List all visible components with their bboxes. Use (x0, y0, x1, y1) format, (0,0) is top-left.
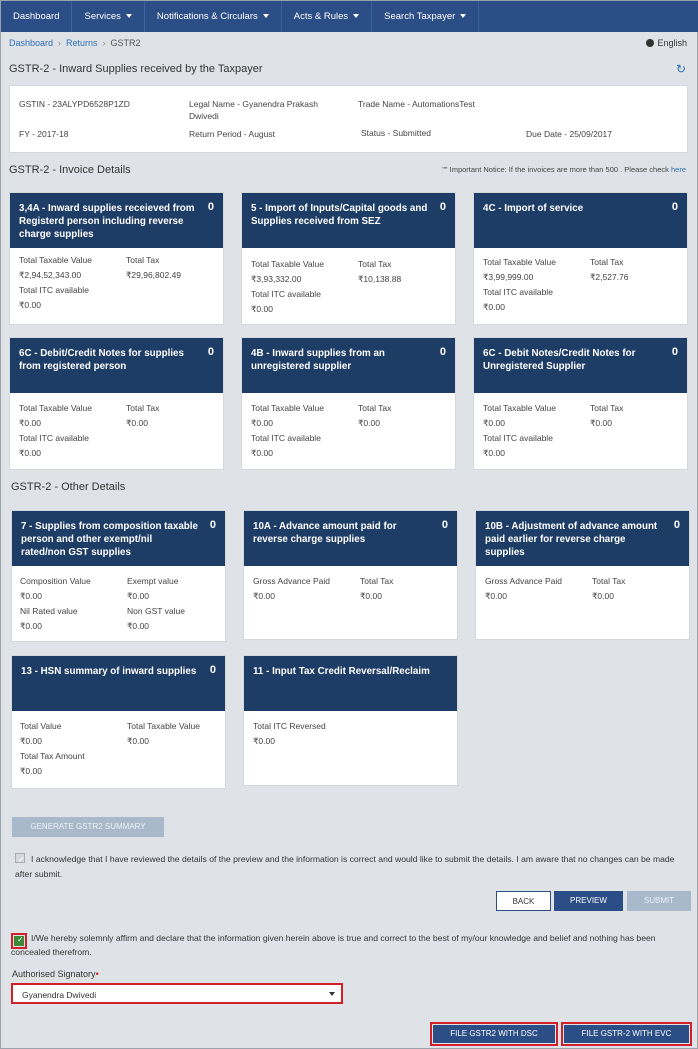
field-value: ₹0.00 (251, 418, 273, 428)
chevron-down-icon (126, 14, 132, 18)
card-title: 7 - Supplies from composition taxable person and other exempt/nil rated/non GST supplies (21, 521, 198, 558)
breadcrumb-separator: › (58, 38, 62, 48)
field-label: Total Taxable Value (127, 721, 200, 731)
nav-notifications-label: Notifications & Circulars (156, 11, 258, 22)
language-selector[interactable] (646, 38, 687, 48)
breadcrumb (9, 38, 141, 48)
generate-summary-button[interactable]: GENERATE GSTR2 SUMMARY (12, 817, 164, 837)
card-header[interactable] (242, 193, 455, 248)
card-count: 0 (209, 519, 216, 531)
field-label: Total Tax (590, 257, 624, 267)
field-value: ₹0.00 (483, 302, 505, 312)
field-value: ₹0.00 (483, 418, 505, 428)
field-label: Nil Rated value (20, 606, 78, 616)
field-label: Composition Value (20, 576, 91, 586)
chevron-down-icon (460, 14, 466, 18)
field-label: Total ITC available (19, 285, 89, 295)
field-label: Total Tax (360, 576, 394, 586)
card-title: 5 - Import of Inputs/Capital goods and Supplies received from SEZ (251, 203, 428, 227)
field-label: Total Tax (126, 255, 160, 265)
card-4b (241, 337, 456, 470)
breadcrumb-separator: › (102, 38, 106, 48)
financial-year: FY - 2017-18 (19, 129, 69, 139)
card-title: 6C - Debit/Credit Notes for supplies from registered person (19, 348, 184, 372)
card-count: 0 (439, 201, 446, 213)
field-label: Total Tax (358, 403, 392, 413)
check-icon: ✓ (17, 935, 24, 944)
card-count: 0 (671, 201, 678, 213)
field-label: Exempt value (127, 576, 179, 586)
field-value: ₹3,99,999.00 (483, 272, 534, 282)
nav-search-label: Search Taxpayer (384, 11, 456, 22)
nav-acts-rules[interactable] (282, 1, 372, 32)
card-10a (243, 510, 458, 640)
file-with-evc-button[interactable]: FILE GSTR-2 WITH EVC (564, 1025, 689, 1043)
gstin: GSTIN - 23ALYPD6528P1ZD (19, 99, 130, 109)
field-label: Non GST value (127, 606, 185, 616)
nav-search-taxpayer[interactable] (372, 1, 479, 32)
page-title: GSTR-2 - Inward Supplies received by the Taxpayer (9, 63, 263, 75)
field-value: ₹2,94,52,343.00 (19, 270, 82, 280)
field-value: ₹0.00 (20, 766, 42, 776)
field-value: ₹0.00 (592, 591, 614, 601)
card-header[interactable] (242, 338, 455, 393)
field-label: Total Taxable Value (483, 257, 556, 267)
card-count: 0 (441, 519, 448, 531)
card-13 (11, 655, 226, 789)
card-header[interactable] (12, 656, 225, 711)
taxpayer-info-panel (9, 85, 688, 153)
card-header[interactable] (12, 511, 225, 566)
field-label: Gross Advance Paid (253, 576, 331, 586)
refresh-icon[interactable]: ↻ (675, 62, 686, 76)
field-label: Total Taxable Value (483, 403, 556, 413)
due-date: Due Date - 25/09/2017 (526, 129, 613, 139)
field-label: Total Taxable Value (251, 259, 324, 269)
field-label: Total Tax (592, 576, 626, 586)
card-11 (243, 655, 458, 786)
check-icon: ✓ (18, 855, 25, 864)
field-value: ₹0.00 (485, 591, 507, 601)
field-value: ₹0.00 (360, 591, 382, 601)
acknowledge-text: I acknowledge that I have reviewed the details of the preview and the information is correct and would like to submit the details. I am aware that no changes can be made after submit. (15, 854, 675, 879)
field-label: Total Taxable Value (19, 255, 92, 265)
card-count: 0 (673, 519, 680, 531)
notice-link[interactable]: here (670, 165, 686, 174)
field-label: Total Tax Amount (20, 751, 85, 761)
field-label: Total ITC available (483, 287, 553, 297)
trade-name: Trade Name - AutomationsTest (358, 99, 475, 109)
card-count: 0 (439, 346, 446, 358)
nav-dashboard-label: Dashboard (13, 11, 60, 22)
nav-services[interactable] (72, 1, 144, 32)
preview-button[interactable]: PREVIEW (554, 891, 623, 911)
field-value: ₹0.00 (20, 621, 42, 631)
language-label: English (657, 38, 687, 48)
field-value: ₹0.00 (19, 418, 41, 428)
card-6c-unregistered (473, 337, 688, 470)
field-value: ₹0.00 (590, 418, 612, 428)
nav-acts-label: Acts & Rules (293, 11, 349, 22)
chevron-down-icon (263, 14, 269, 18)
card-title: 3,4A - Inward supplies receieved from Registerd person including reverse charge supplies (19, 203, 195, 240)
status: Status - Submitted (361, 128, 431, 138)
breadcrumb-current: GSTR2 (110, 38, 141, 48)
card-count: 0 (671, 346, 678, 358)
field-value: ₹0.00 (20, 591, 42, 601)
field-value: ₹0.00 (127, 591, 149, 601)
field-label: Total Taxable Value (251, 403, 324, 413)
field-label: Total Taxable Value (19, 403, 92, 413)
signatory-selected: Gyanendra Dwivedi (22, 990, 97, 1000)
invoice-details-title: GSTR-2 - Invoice Details (9, 164, 131, 176)
acknowledge-checkbox[interactable] (15, 853, 25, 863)
field-label: Total ITC available (251, 433, 321, 443)
card-title: 4C - Import of service (483, 203, 584, 214)
field-label: Total Tax (126, 403, 160, 413)
signatory-label-text: Authorised Signatory (12, 969, 96, 979)
card-header[interactable] (244, 656, 457, 711)
field-value: ₹0.00 (126, 418, 148, 428)
card-header[interactable] (474, 193, 687, 248)
card-6c-registered (9, 337, 224, 470)
field-value: ₹29,96,802.49 (126, 270, 182, 280)
legal-name: Legal Name - Gyanendra Prakash Dwivedi (189, 99, 318, 121)
submit-button[interactable]: SUBMIT (627, 891, 691, 911)
field-value: ₹10,138.88 (358, 274, 402, 284)
field-label: Total ITC available (251, 289, 321, 299)
card-title: 10B - Adjustment of advance amount paid earlier for reverse charge supplies (485, 521, 658, 558)
nav-dashboard[interactable] (1, 1, 72, 32)
nav-notifications[interactable] (145, 1, 282, 32)
field-label: Total Tax (590, 403, 624, 413)
card-header[interactable] (474, 338, 687, 393)
breadcrumb-returns[interactable]: Returns (66, 38, 98, 48)
card-5 (241, 192, 456, 325)
field-label: Gross Advance Paid (485, 576, 563, 586)
field-value: ₹0.00 (127, 621, 149, 631)
chevron-down-icon (353, 14, 359, 18)
card-count: 0 (209, 664, 216, 676)
card-3-4a (9, 192, 224, 325)
field-value: ₹0.00 (20, 736, 42, 746)
card-4c (473, 192, 688, 325)
field-label: Total Value (20, 721, 62, 731)
card-header[interactable] (10, 338, 223, 393)
field-value: ₹0.00 (253, 591, 275, 601)
card-header[interactable] (476, 511, 689, 566)
card-7 (11, 510, 226, 642)
field-value: ₹0.00 (19, 300, 41, 310)
card-header[interactable] (244, 511, 457, 566)
acknowledge-row (15, 852, 685, 882)
card-count: 0 (207, 346, 214, 358)
signatory-select[interactable] (11, 983, 343, 1004)
field-value: ₹0.00 (19, 448, 41, 458)
back-button[interactable]: BACK (496, 891, 551, 911)
card-title: 11 - Input Tax Credit Reversal/Reclaim (253, 666, 430, 677)
card-header[interactable] (10, 193, 223, 248)
card-count: 0 (207, 201, 214, 213)
card-title: 6C - Debit Notes/Credit Notes for Unregistered Supplier (483, 348, 636, 372)
notice-text: "" Important Notice: If the invoices are more than 500 . Please check (442, 165, 671, 174)
field-value: ₹0.00 (358, 418, 380, 428)
required-mark: • (95, 969, 99, 979)
file-with-dsc-button[interactable]: FILE GSTR2 WITH DSC (433, 1025, 555, 1043)
field-value: ₹0.00 (253, 736, 275, 746)
field-value: ₹0.00 (251, 304, 273, 314)
breadcrumb-dashboard[interactable]: Dashboard (9, 38, 54, 48)
field-value: ₹0.00 (127, 736, 149, 746)
important-notice (442, 165, 686, 174)
field-label: Total ITC available (483, 433, 553, 443)
field-label: Total Tax (358, 259, 392, 269)
field-value: ₹0.00 (483, 448, 505, 458)
card-title: 4B - Inward supplies from an unregistered supplier (251, 348, 385, 372)
other-details-title: GSTR-2 - Other Details (11, 481, 126, 493)
field-value: ₹0.00 (251, 448, 273, 458)
globe-icon (646, 39, 654, 47)
field-value: ₹2,527.76 (590, 272, 629, 282)
field-value: ₹3,93,332.00 (251, 274, 302, 284)
card-10b (475, 510, 690, 640)
chevron-down-icon (329, 992, 335, 996)
card-title: 10A - Advance amount paid for reverse charge supplies (253, 521, 397, 545)
declaration-text: I/We hereby solemnly affirm and declare that the information given herein above is true and correct to the best of my/our knowledge and belief and nothing has been concealed therefrom. (11, 933, 656, 957)
field-label: Total ITC Reversed (253, 721, 326, 731)
signatory-label (12, 969, 99, 979)
return-period: Return Period - August (189, 129, 275, 139)
top-nav (1, 1, 698, 32)
field-label: Total ITC available (19, 433, 89, 443)
nav-services-label: Services (84, 11, 121, 22)
card-title: 13 - HSN summary of inward supplies (21, 666, 197, 677)
